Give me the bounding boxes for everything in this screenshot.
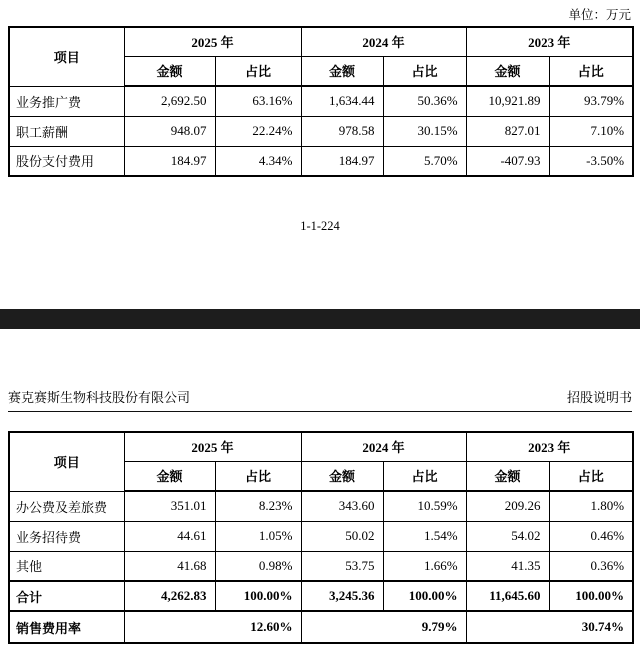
cell-amount: 1,634.44 — [301, 86, 383, 116]
table-row-expense-ratio — [9, 611, 633, 643]
row-label: 办公费及差旅费 — [9, 491, 124, 521]
column-header-year-2025: 2025 年 — [124, 432, 301, 461]
cell-amount: 827.01 — [466, 116, 549, 146]
cell-ratio: 93.79% — [549, 86, 633, 116]
cell-ratio: 0.46% — [549, 521, 633, 551]
document-type-label: 招股说明书 — [566, 390, 632, 405]
cell-ratio: 100.00% — [215, 581, 301, 611]
column-header-amount: 金额 — [124, 461, 215, 491]
cell-amount: 948.07 — [124, 116, 215, 146]
cell-ratio-2024: 9.79% — [301, 611, 466, 643]
row-label: 职工薪酬 — [9, 116, 124, 146]
page-header — [8, 387, 632, 412]
column-header-ratio: 占比 — [215, 461, 301, 491]
cell-ratio: 1.80% — [549, 491, 633, 521]
cell-ratio: 22.24% — [215, 116, 301, 146]
cell-amount: 2,692.50 — [124, 86, 215, 116]
column-header-amount: 金额 — [466, 461, 549, 491]
row-label: 股份支付费用 — [9, 146, 124, 176]
header-row-years — [9, 432, 633, 461]
cell-ratio: 10.59% — [383, 491, 466, 521]
row-label: 业务招待费 — [9, 521, 124, 551]
cell-amount: 41.68 — [124, 551, 215, 581]
cell-ratio: 30.15% — [383, 116, 466, 146]
column-header-year-2024: 2024 年 — [301, 432, 466, 461]
cell-amount: 209.26 — [466, 491, 549, 521]
table-row — [9, 491, 633, 521]
cell-amount: 351.01 — [124, 491, 215, 521]
cell-ratio: 5.70% — [383, 146, 466, 176]
table-row-total — [9, 581, 633, 611]
cell-amount: 50.02 — [301, 521, 383, 551]
table-row — [9, 86, 633, 116]
row-label: 其他 — [9, 551, 124, 581]
cell-ratio: -3.50% — [549, 146, 633, 176]
cell-ratio: 1.54% — [383, 521, 466, 551]
column-header-ratio: 占比 — [549, 461, 633, 491]
cell-ratio: 63.16% — [215, 86, 301, 116]
column-header-ratio: 占比 — [549, 56, 633, 86]
column-header-amount: 金额 — [301, 461, 383, 491]
column-header-year-2024: 2024 年 — [301, 27, 466, 56]
cell-ratio: 1.66% — [383, 551, 466, 581]
column-header-item: 项目 — [9, 27, 124, 86]
cell-amount: -407.93 — [466, 146, 549, 176]
cell-ratio: 100.00% — [549, 581, 633, 611]
sales-expense-total-table — [8, 431, 634, 644]
sales-expense-breakdown-table — [8, 26, 634, 177]
table-row — [9, 521, 633, 551]
column-header-ratio: 占比 — [383, 56, 466, 86]
cell-ratio: 1.05% — [215, 521, 301, 551]
column-header-amount: 金额 — [124, 56, 215, 86]
row-label-total: 合计 — [9, 581, 124, 611]
page-number: 1-1-224 — [300, 219, 340, 233]
cell-amount: 3,245.36 — [301, 581, 383, 611]
column-header-year-2025: 2025 年 — [124, 27, 301, 56]
cell-ratio: 8.23% — [215, 491, 301, 521]
cell-amount: 54.02 — [466, 521, 549, 551]
cell-amount: 44.61 — [124, 521, 215, 551]
cell-amount: 53.75 — [301, 551, 383, 581]
row-label-expense-ratio: 销售费用率 — [9, 611, 124, 643]
column-header-ratio: 占比 — [383, 461, 466, 491]
table-row — [9, 146, 633, 176]
cell-amount: 10,921.89 — [466, 86, 549, 116]
cell-ratio-2023: 30.74% — [466, 611, 633, 643]
cell-amount: 184.97 — [301, 146, 383, 176]
cell-amount: 4,262.83 — [124, 581, 215, 611]
column-header-amount: 金额 — [466, 56, 549, 86]
cell-ratio-2025: 12.60% — [124, 611, 301, 643]
cell-amount: 11,645.60 — [466, 581, 549, 611]
cell-ratio: 0.98% — [215, 551, 301, 581]
cell-amount: 41.35 — [466, 551, 549, 581]
cell-amount: 184.97 — [124, 146, 215, 176]
cell-amount: 343.60 — [301, 491, 383, 521]
cell-amount: 978.58 — [301, 116, 383, 146]
cell-ratio: 4.34% — [215, 146, 301, 176]
unit-label: 单位：万元 — [568, 8, 631, 22]
cell-ratio: 100.00% — [383, 581, 466, 611]
column-header-amount: 金额 — [301, 56, 383, 86]
cell-ratio: 50.36% — [383, 86, 466, 116]
cell-ratio: 0.36% — [549, 551, 633, 581]
cell-ratio: 7.10% — [549, 116, 633, 146]
column-header-ratio: 占比 — [215, 56, 301, 86]
column-header-year-2023: 2023 年 — [466, 27, 633, 56]
company-name: 赛克赛斯生物科技股份有限公司 — [8, 390, 191, 405]
column-header-item: 项目 — [9, 432, 124, 491]
header-row-years — [9, 27, 633, 56]
row-label: 业务推广费 — [9, 86, 124, 116]
table-row — [9, 551, 633, 581]
table-row — [9, 116, 633, 146]
page-separator-bar — [0, 309, 640, 329]
column-header-year-2023: 2023 年 — [466, 432, 633, 461]
